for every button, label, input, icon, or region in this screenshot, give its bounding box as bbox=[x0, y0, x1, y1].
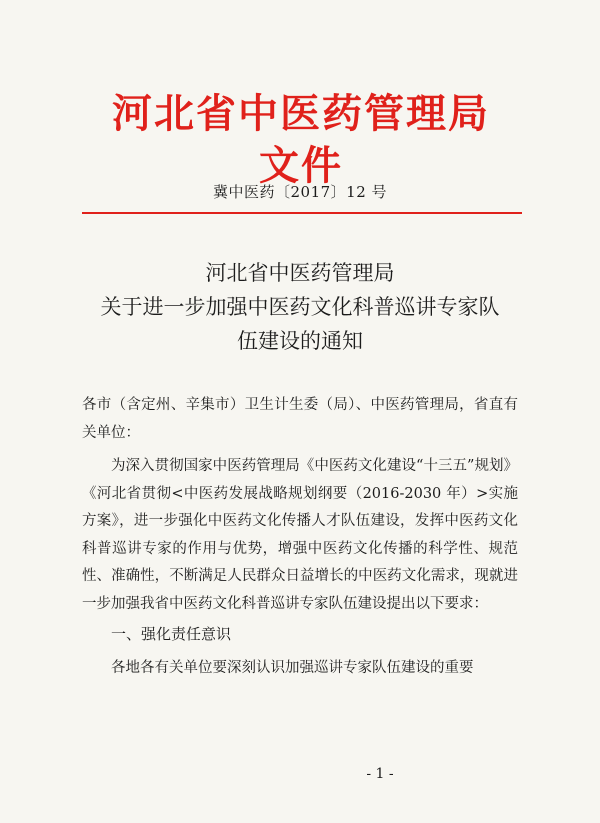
document-number: 冀中医药〔2017〕12 号 bbox=[212, 183, 388, 201]
paragraph: 各地各有关单位要深刻认识加强巡讲专家队伍建设的重要 bbox=[111, 659, 474, 676]
notice-title-line: 关于进一步加强中医药文化科普巡讲专家队 bbox=[100, 295, 500, 319]
red-divider-line bbox=[82, 212, 522, 214]
section-heading: 一、强化责任意识 bbox=[111, 625, 232, 643]
header-title: 河北省中医药管理局文件 bbox=[112, 91, 490, 189]
body-text bbox=[82, 392, 518, 682]
notice-title-line: 河北省中医药管理局 bbox=[205, 261, 395, 285]
notice-title-line: 伍建设的通知 bbox=[237, 329, 363, 353]
page-number-text: - 1 - bbox=[366, 766, 394, 782]
page-number bbox=[0, 766, 600, 782]
addressee: 各市（含定州、辛集市）卫生计生委（局）、中医药管理局，省直有关单位： bbox=[82, 397, 518, 441]
notice-title bbox=[90, 256, 510, 358]
paragraph: 为深入贯彻国家中医药管理局《中医药文化建设“十三五”规划》《河北省贯彻<中医药发展战略规划纲要（2016-2030 年）>实施方案》，进一步强化中医药文化传播人才队伍建设，发挥中医药文化科普巡讲专家的作用与优势，增强中医药文化传播的科学性、规范性、准确性，不断满足人民群众日益增长的中医药文化需求，现就进一步加强我省中医药文化科普巡讲专家队伍建设提出以下要求： bbox=[82, 458, 518, 612]
